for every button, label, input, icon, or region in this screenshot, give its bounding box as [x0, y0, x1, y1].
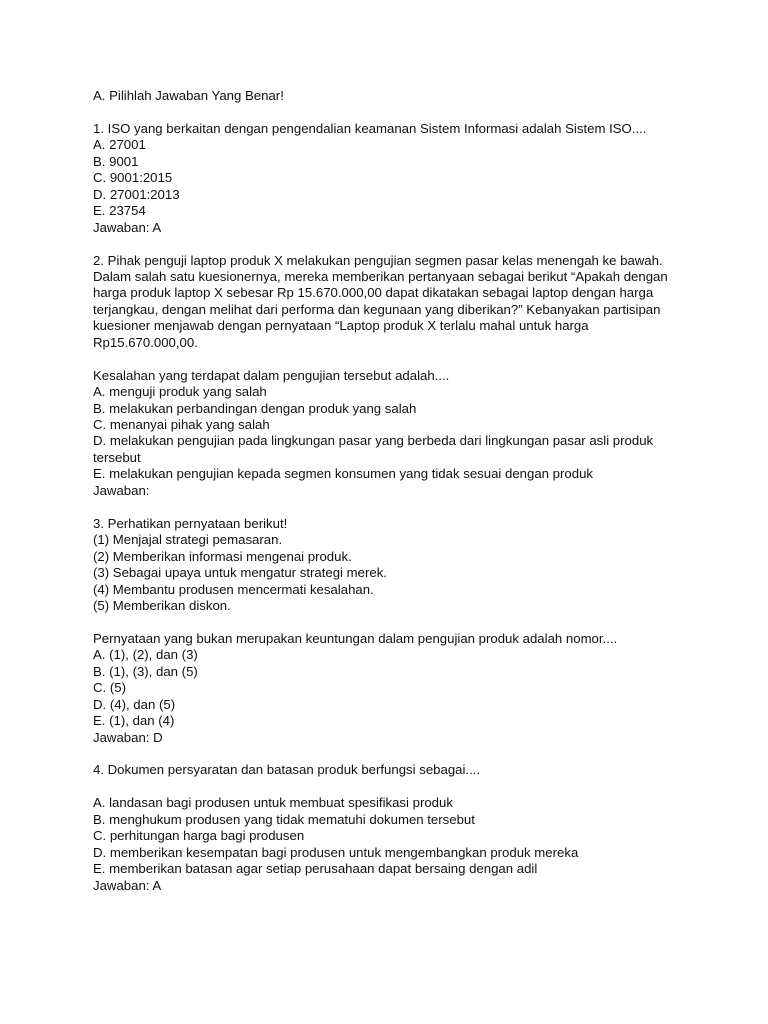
document-page: [93, 88, 693, 894]
question-3-option-d: D. (4), dan (5): [93, 696, 176, 712]
question-3-statement: (5) Memberikan diskon.: [93, 597, 231, 613]
question-1: [93, 121, 693, 236]
question-2-option-d: D. melakukan pengujian pada lingkungan pasar yang berbeda dari lingkungan pasar asli produk: [93, 433, 654, 449]
question-1-option-a: A. 27001: [93, 137, 146, 153]
spacer: [93, 351, 693, 367]
section-title: A. Pilihlah Jawaban Yang Benar!: [93, 88, 284, 103]
question-2-option-e: E. melakukan pengujian kepada segmen konsumen yang tidak sesuai dengan produk: [93, 466, 593, 482]
question-3-text: Pernyataan yang bukan merupakan keuntungan dalam pengujian produk adalah nomor....: [93, 630, 618, 646]
spacer: [93, 614, 693, 630]
question-2-stem-line: 2. Pihak penguji laptop produk X melakukan pengujian segmen pasar kelas menengah ke bawah.: [93, 252, 663, 268]
question-3-statement: (2) Memberikan informasi mengenai produk.: [93, 548, 352, 564]
question-3-statement: (4) Membantu produsen mencermati kesalahan.: [93, 581, 374, 597]
question-2-option-c: C. menanyai pihak yang salah: [93, 417, 270, 433]
question-2-answer: Jawaban:: [93, 482, 150, 498]
question-1-text: 1. ISO yang berkaitan dengan pengendalian keamanan Sistem Informasi adalah Sistem ISO....: [93, 120, 647, 136]
question-3: [93, 516, 693, 746]
question-1-option-c: C. 9001:2015: [93, 170, 173, 186]
question-4-answer: Jawaban: A: [93, 877, 162, 893]
question-1-option-b: B. 9001: [93, 153, 139, 169]
question-2-stem-line: Dalam salah satu kuesionernya, mereka memberikan pertanyaan sebagai berikut “Apakah dengan: [93, 268, 668, 284]
question-4-option-d: D. memberikan kesempatan bagi produsen untuk mengembangkan produk mereka: [93, 844, 579, 860]
spacer: [93, 779, 693, 795]
question-3-statement: (3) Sebagai upaya untuk mengatur strategi merek.: [93, 565, 387, 581]
spacer: [93, 104, 693, 120]
question-3-option-e: E. (1), dan (4): [93, 713, 175, 729]
question-2-stem-line: terjangkau, dengan melihat dari performa dan kegunaan yang diberikan?” Kebanyakan partisipan: [93, 301, 661, 317]
question-2: [93, 253, 693, 500]
question-1-answer: Jawaban: A: [93, 219, 162, 235]
question-2-stem-line: Rp15.670.000,00.: [93, 334, 198, 350]
question-2-option-b: B. melakukan perbandingan dengan produk yang salah: [93, 400, 417, 416]
question-3-option-c: C. (5): [93, 680, 126, 696]
question-4: [93, 762, 693, 894]
question-4-option-a: A. landasan bagi produsen untuk membuat spesifikasi produk: [93, 795, 453, 811]
question-4-option-e: E. memberikan batasan agar setiap perusahaan dapat bersaing dengan adil: [93, 861, 538, 877]
question-4-option-b: B. menghukum produsen yang tidak mematuhi dokumen tersebut: [93, 811, 475, 827]
question-2-stem-line: kuesioner menjawab dengan pernyataan “Laptop produk X terlalu mahal untuk harga: [93, 318, 589, 334]
question-3-statement: (1) Menjajal strategi pemasaran.: [93, 532, 283, 548]
question-2-option-a: A. menguji produk yang salah: [93, 384, 267, 400]
spacer: [93, 236, 693, 252]
question-2-text: Kesalahan yang terdapat dalam pengujian tersebut adalah....: [93, 367, 450, 383]
spacer: [93, 499, 693, 515]
question-1-option-d: D. 27001:2013: [93, 186, 180, 202]
spacer: [93, 746, 693, 762]
question-3-option-b: B. (1), (3), dan (5): [93, 663, 198, 679]
question-3-intro: 3. Perhatikan pernyataan berikut!: [93, 515, 288, 531]
question-3-option-a: A. (1), (2), dan (3): [93, 647, 198, 663]
question-4-option-c: C. perhitungan harga bagi produsen: [93, 828, 305, 844]
question-2-option-d-cont: tersebut: [93, 449, 141, 465]
question-3-answer: Jawaban: D: [93, 729, 163, 745]
question-4-text: 4. Dokumen persyaratan dan batasan produk berfungsi sebagai....: [93, 762, 481, 778]
question-1-option-e: E. 23754: [93, 203, 146, 219]
question-2-stem-line: harga produk laptop X sebesar Rp 15.670.000,00 dapat dikatakan sebagai laptop dengan harga: [93, 285, 654, 301]
